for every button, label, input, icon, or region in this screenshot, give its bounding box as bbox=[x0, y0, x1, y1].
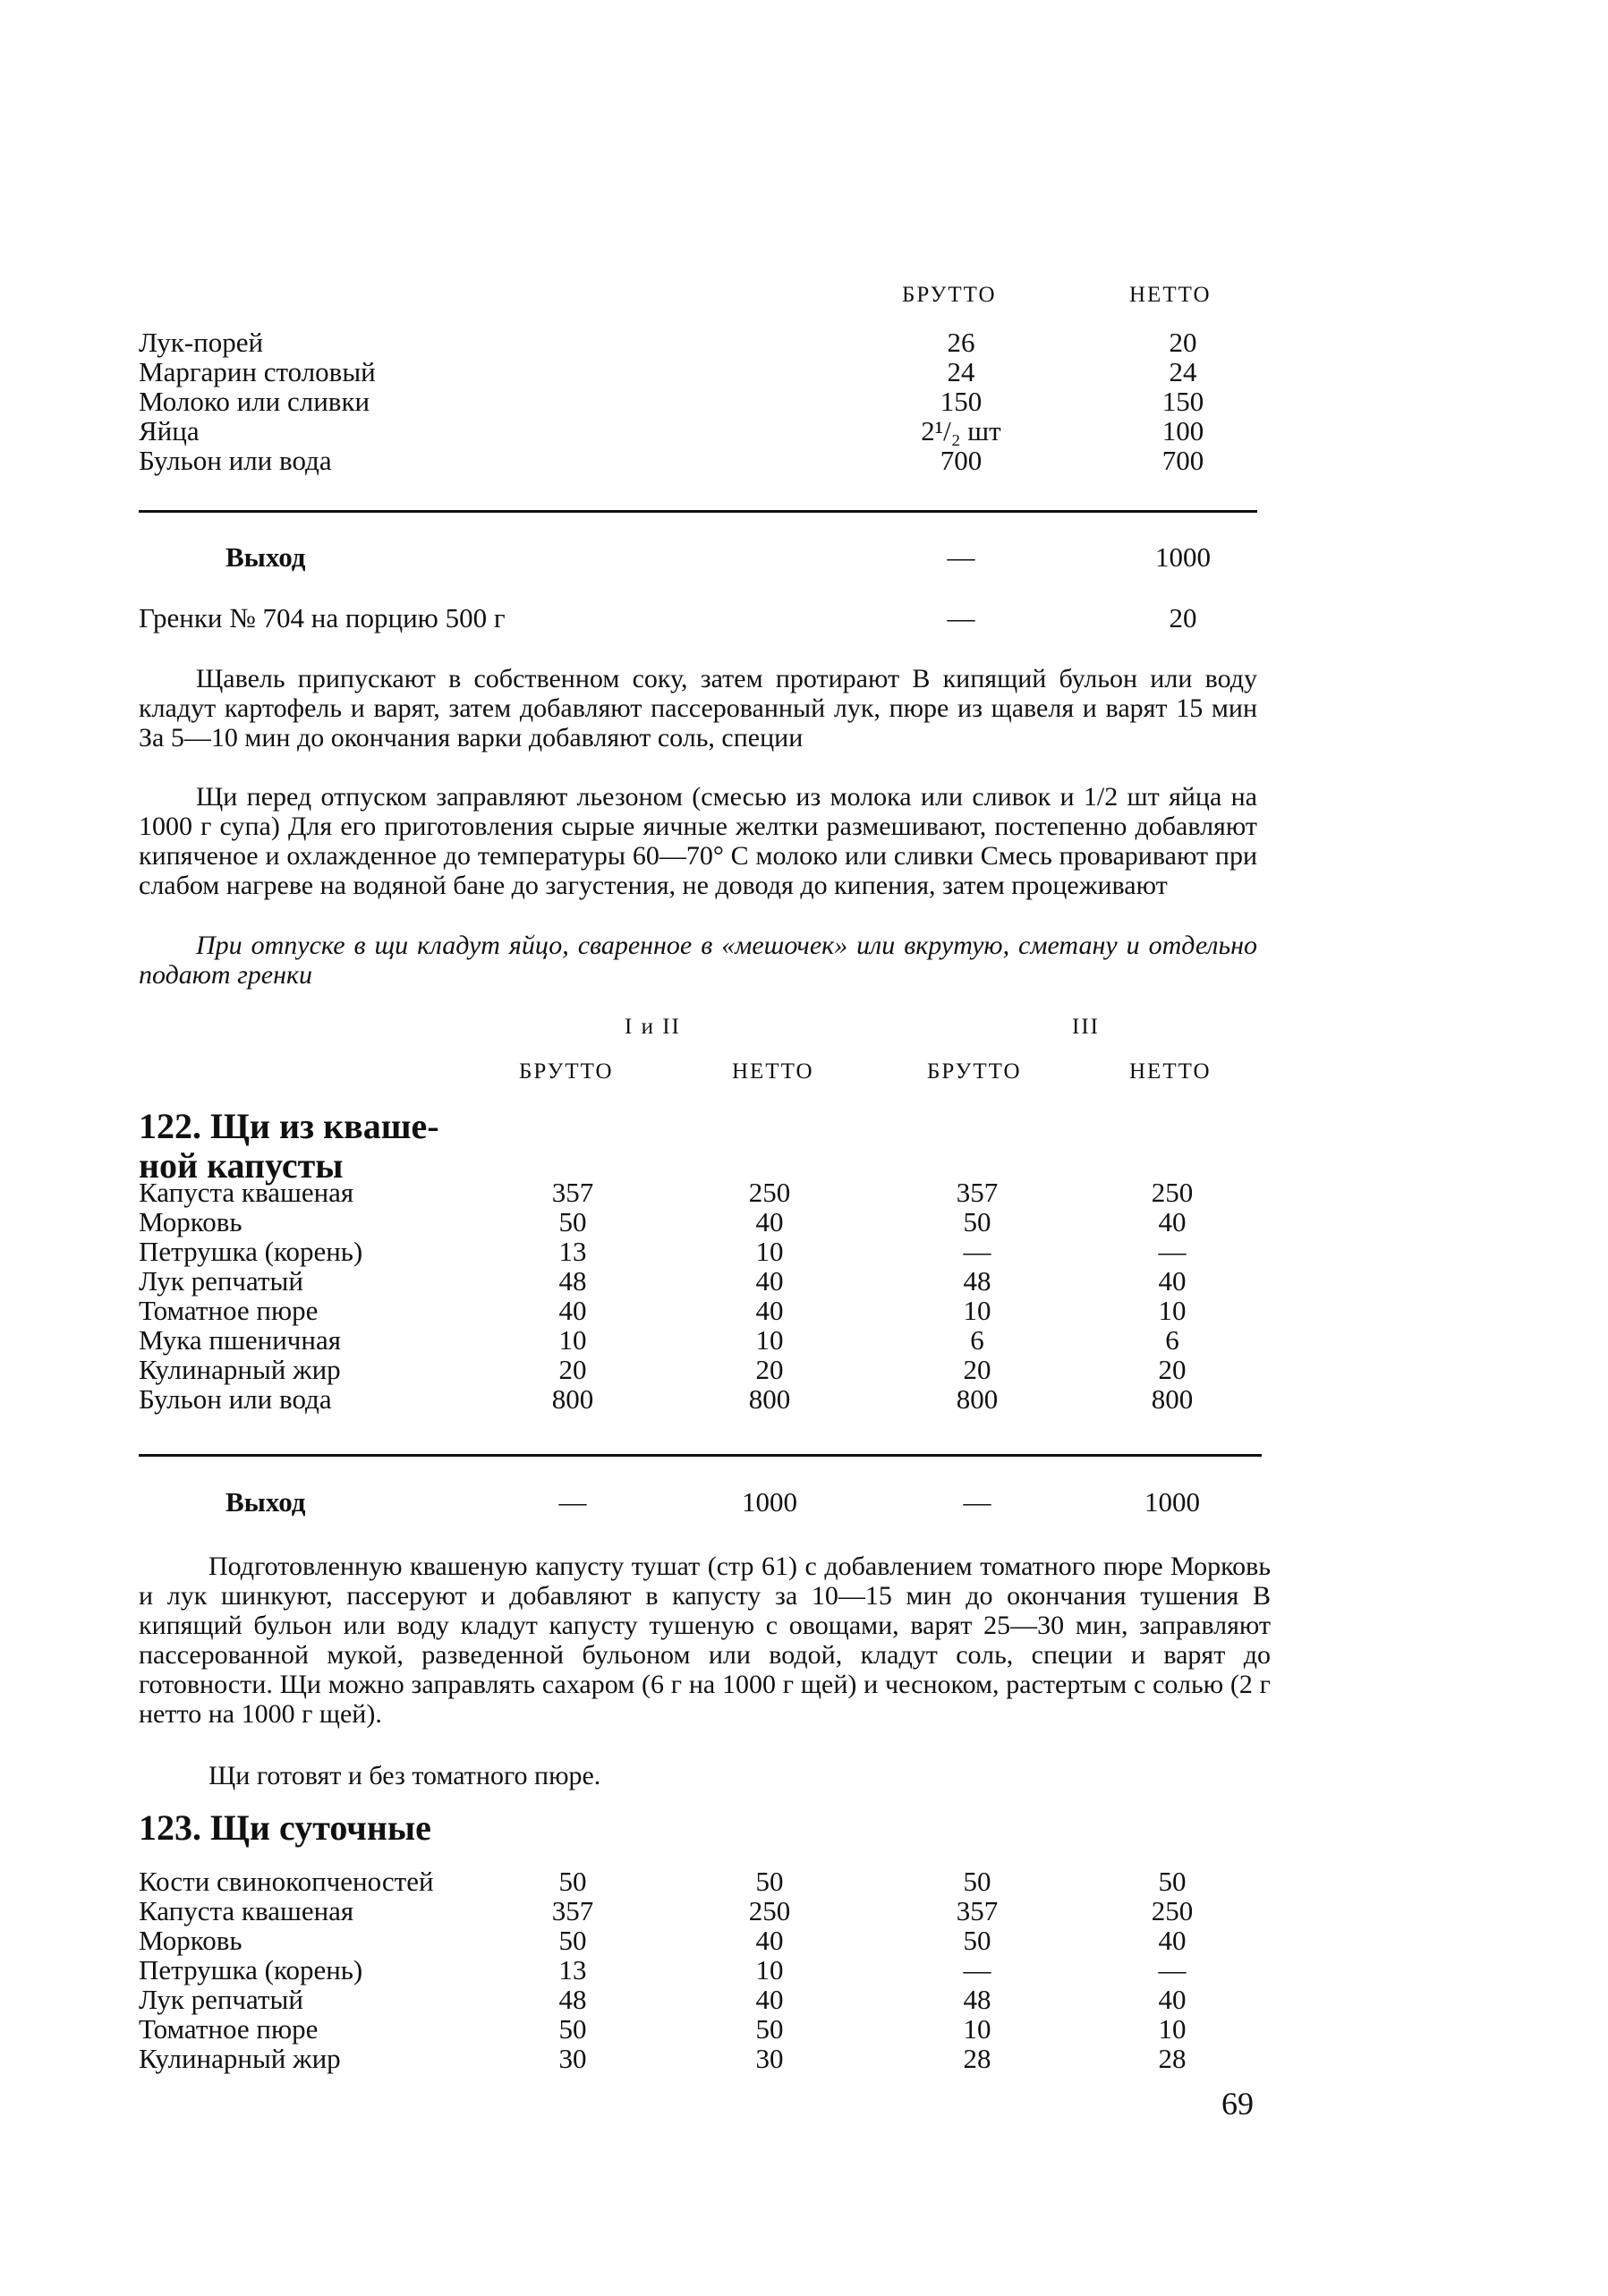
table-row-value: 13 bbox=[558, 1236, 587, 1267]
table-row-value: 40 bbox=[755, 1265, 784, 1297]
table1-row-name: Лук-порей bbox=[139, 327, 264, 358]
table-row-value: 800 bbox=[956, 1383, 999, 1415]
table-row-value: 250 bbox=[748, 1177, 791, 1208]
table-row-value: 40 bbox=[1158, 1265, 1187, 1297]
paragraph-3: При отпуске в щи кладут яйцо, сваренное в «мешочек» или вкрутую, сметану и отдельно подают гренки bbox=[139, 931, 1257, 990]
table2-col-header: БРУТТО bbox=[927, 1059, 1022, 1084]
table-row-name: Петрушка (корень) bbox=[139, 1236, 363, 1267]
recipe-122-title-line1: 122. Щи из кваше- bbox=[139, 1106, 439, 1146]
paragraph-1: Щавель припускают в собственном соку, затем протирают В кипящий бульон или воду кладут картофель и варят, затем добавляют пассерованный лук, пюре из щавеля и варят 15 мин За 5—10 мин до окончания варки добавляют соль, специи bbox=[139, 664, 1257, 753]
table-row-name: Кулинарный жир bbox=[139, 1354, 341, 1385]
table-row-value: 357 bbox=[956, 1177, 999, 1208]
table1-row-brutto: 24 bbox=[947, 356, 975, 387]
table-row-value: 50 bbox=[755, 1866, 784, 1897]
table1-yield-label: Выход bbox=[225, 541, 306, 573]
table-row-value: 20 bbox=[558, 1354, 587, 1385]
table1-row-brutto: 700 bbox=[940, 445, 983, 476]
recipe-122-title-line2: ной капусты bbox=[139, 1145, 344, 1186]
table1-row-name: Молоко или сливки bbox=[139, 386, 370, 417]
table1-row-netto: 700 bbox=[1161, 445, 1204, 476]
table-row-value: 40 bbox=[1158, 1984, 1187, 2015]
table1-row-brutto: 2¹/₂ шт bbox=[921, 415, 1001, 446]
table-row-value: 10 bbox=[755, 1954, 784, 1986]
table-row-value: 28 bbox=[1158, 2043, 1187, 2074]
table-row-value: 800 bbox=[1151, 1383, 1194, 1415]
table-row-value: 40 bbox=[558, 1295, 587, 1326]
table-row-name: Капуста квашеная bbox=[139, 1895, 354, 1926]
table-row-name: Лук репчатый bbox=[139, 1984, 303, 2015]
table-row-value: 48 bbox=[963, 1984, 991, 2015]
table2-divider bbox=[139, 1454, 1262, 1457]
paragraph-2: Щи перед отпуском заправляют льезоном (смесью из молока или сливок и 1/2 шт яйца на 1000 г супа) Для его приготовления сырые яичные желтки размешивают, постепенно добавляют кипяченое и охлажденное до температуры 60—70° С молоко или сливки Смесь проваривают при слабом нагреве на водяной бане до загустения, не доводя до кипения, затем процеживают bbox=[139, 782, 1257, 900]
table2-yield-value: — bbox=[558, 1486, 587, 1518]
table-row-value: 10 bbox=[963, 2013, 991, 2045]
table1-row-brutto: 150 bbox=[940, 386, 983, 417]
table-row-value: 357 bbox=[551, 1895, 594, 1926]
table-row-value: 40 bbox=[755, 1984, 784, 2015]
table-row-value: 40 bbox=[1158, 1925, 1187, 1956]
table2-yield-value: — bbox=[963, 1486, 991, 1518]
table-row-value: 50 bbox=[558, 2013, 587, 2045]
table-row-value: 20 bbox=[1158, 1354, 1187, 1385]
table1-extra-netto: 20 bbox=[1169, 602, 1197, 634]
table1-header-netto: НЕТТО bbox=[1129, 283, 1212, 307]
table1-extra-name: Гренки № 704 на порцию 500 г bbox=[139, 602, 506, 634]
table2-yield-label: Выход bbox=[225, 1486, 306, 1518]
table-row-value: 48 bbox=[963, 1265, 991, 1297]
table-row-value: 30 bbox=[558, 2043, 587, 2074]
table-row-value: 50 bbox=[558, 1866, 587, 1897]
table-row-value: 40 bbox=[755, 1295, 784, 1326]
recipe-123-title: 123. Щи суточные bbox=[139, 1807, 431, 1848]
table-row-value: 800 bbox=[551, 1383, 594, 1415]
table-row-value: 10 bbox=[1158, 1295, 1187, 1326]
table-row-value: 10 bbox=[558, 1324, 587, 1356]
table-row-value: 13 bbox=[558, 1954, 587, 1986]
table-row-value: 10 bbox=[1158, 2013, 1187, 2045]
table1-row-netto: 150 bbox=[1161, 386, 1204, 417]
table-row-value: 357 bbox=[956, 1895, 999, 1926]
table-row-value: 50 bbox=[755, 2013, 784, 2045]
table1-yield-brutto: — bbox=[947, 541, 975, 573]
table-row-name: Морковь bbox=[139, 1925, 242, 1956]
table2-col-header: БРУТТО bbox=[519, 1059, 614, 1084]
table1-header-brutto: БРУТТО bbox=[902, 283, 997, 307]
table-row-value: 250 bbox=[1151, 1895, 1194, 1926]
table2-yield-value: 1000 bbox=[742, 1486, 797, 1518]
table-row-value: — bbox=[1158, 1236, 1187, 1267]
table-row-value: 40 bbox=[755, 1925, 784, 1956]
table-row-name: Мука пшеничная bbox=[139, 1324, 341, 1356]
table-row-value: 20 bbox=[755, 1354, 784, 1385]
table-row-value: 20 bbox=[963, 1354, 991, 1385]
table-row-value: 10 bbox=[963, 1295, 991, 1326]
table1-extra-brutto: — bbox=[947, 602, 975, 634]
table-row-value: — bbox=[963, 1236, 991, 1267]
table-row-value: 6 bbox=[970, 1324, 984, 1356]
table-row-value: 6 bbox=[1165, 1324, 1179, 1356]
table-row-value: 50 bbox=[558, 1206, 587, 1237]
table-row-value: — bbox=[1158, 1954, 1187, 1986]
table-row-name: Петрушка (корень) bbox=[139, 1954, 363, 1986]
table1-row-name: Маргарин столовый bbox=[139, 356, 376, 387]
table2-col-header: НЕТТО bbox=[732, 1059, 814, 1084]
table-row-name: Кости свинокопченостей bbox=[139, 1866, 434, 1897]
table-row-value: 357 bbox=[551, 1177, 594, 1208]
table-row-value: 48 bbox=[558, 1265, 587, 1297]
table-row-value: 250 bbox=[1151, 1177, 1194, 1208]
table-row-value: 30 bbox=[755, 2043, 784, 2074]
table-row-value: 50 bbox=[558, 1925, 587, 1956]
table-row-value: 50 bbox=[963, 1866, 991, 1897]
table-row-value: 10 bbox=[755, 1324, 784, 1356]
paragraph-4: Подготовленную квашеную капусту тушат (стр 61) с добавлением томатного пюре Морковь и лук шинкуют, пассеруют и добавляют в капусту за 10—15 мин до окончания тушения В кипящий бульон или воду кладут капусту тушеную с овощами, варят 25—30 мин, заправляют пассерованной мукой, разведенной бульоном или водой, кладут соль, специи и варят до готовности. Щи можно заправлять сахаром (6 г на 1000 г щей) и чесноком, растертым с солью (2 г нетто на 1000 г щей). bbox=[139, 1552, 1271, 1729]
table2-group-header: III bbox=[1072, 1015, 1100, 1039]
table2-col-header: НЕТТО bbox=[1129, 1059, 1212, 1084]
table1-row-name: Бульон или вода bbox=[139, 445, 332, 476]
table-row-name: Кулинарный жир bbox=[139, 2043, 341, 2074]
table-row-name: Капуста квашеная bbox=[139, 1177, 354, 1208]
table-row-value: 40 bbox=[1158, 1206, 1187, 1237]
table-row-value: 50 bbox=[963, 1206, 991, 1237]
table1-row-name: Яйца bbox=[139, 415, 200, 446]
table1-row-netto: 20 bbox=[1169, 327, 1197, 358]
table1-row-netto: 100 bbox=[1161, 415, 1204, 446]
table-row-value: 250 bbox=[748, 1895, 791, 1926]
table1-divider bbox=[139, 510, 1257, 513]
page-number: 69 bbox=[1221, 2086, 1254, 2122]
table-row-value: 10 bbox=[755, 1236, 784, 1267]
table-row-value: 50 bbox=[1158, 1866, 1187, 1897]
table-row-name: Лук репчатый bbox=[139, 1265, 303, 1297]
table1-yield-netto: 1000 bbox=[1155, 541, 1211, 573]
table-row-name: Томатное пюре bbox=[139, 1295, 319, 1326]
table-row-name: Бульон или вода bbox=[139, 1383, 332, 1415]
table1-row-brutto: 26 bbox=[947, 327, 975, 358]
table-row-value: 48 bbox=[558, 1984, 587, 2015]
table-row-value: 40 bbox=[755, 1206, 784, 1237]
table2-yield-value: 1000 bbox=[1144, 1486, 1200, 1518]
table-row-value: 50 bbox=[963, 1925, 991, 1956]
table-row-value: — bbox=[963, 1954, 991, 1986]
paragraph-5: Щи готовят и без томатного пюре. bbox=[208, 1761, 601, 1790]
table-row-value: 28 bbox=[963, 2043, 991, 2074]
table-row-value: 800 bbox=[748, 1383, 791, 1415]
table2-group-header: I и II bbox=[625, 1015, 681, 1039]
table-row-name: Томатное пюре bbox=[139, 2013, 319, 2045]
table1-row-netto: 24 bbox=[1169, 356, 1197, 387]
table-row-name: Морковь bbox=[139, 1206, 242, 1237]
